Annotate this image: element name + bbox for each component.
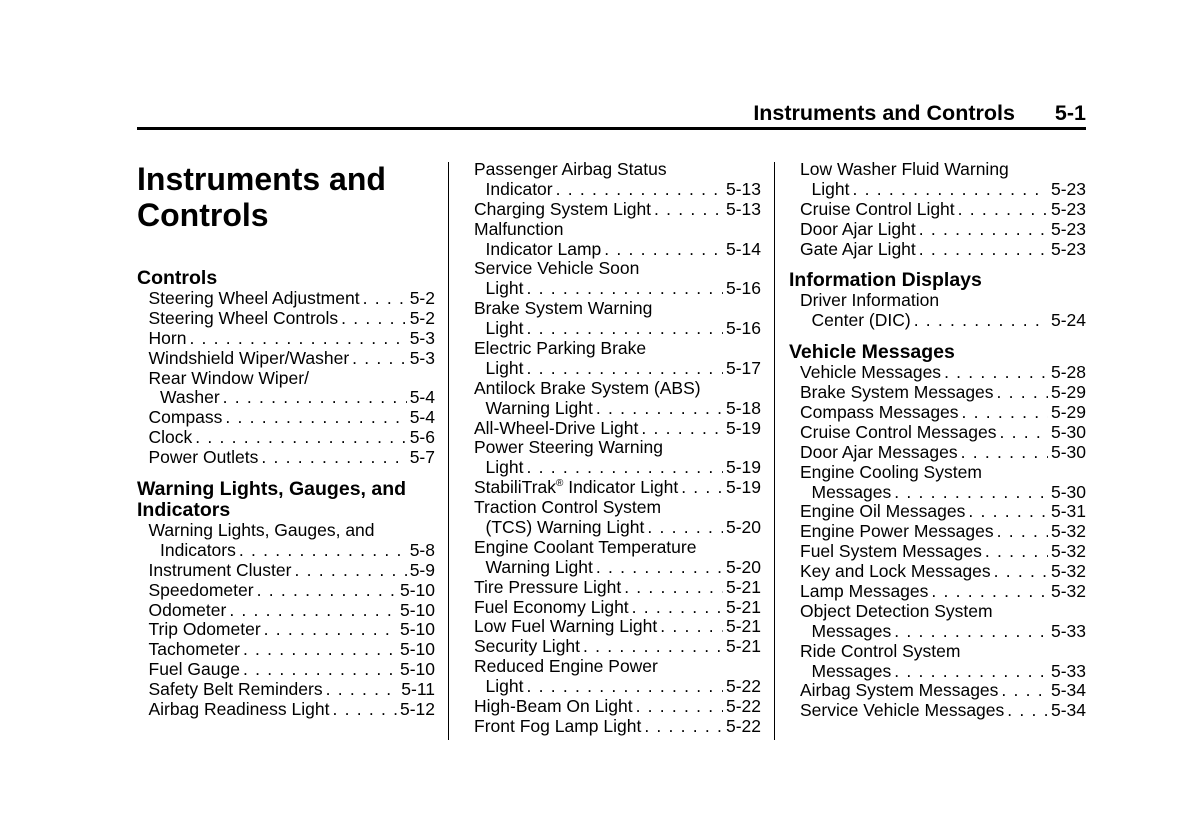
- toc-entry[interactable]: Airbag System Messages . . . 5-34: [800, 681, 1086, 701]
- toc-entry-line[interactable]: Brake System Warning: [474, 299, 653, 319]
- toc-entry[interactable]: Front Fog Lamp Light . . . 5-22: [474, 717, 761, 737]
- toc-entry[interactable]: Service Vehicle Messages . . . 5-34: [800, 701, 1086, 721]
- toc-entry[interactable]: Airbag Readiness Light . . . 5-12: [137, 700, 435, 720]
- registered-mark: ®: [556, 478, 564, 490]
- toc-entry[interactable]: Light . . . 5-16: [474, 319, 761, 339]
- toc-entry[interactable]: Warning Light . . . 5-20: [474, 558, 761, 578]
- running-header: [137, 101, 1086, 126]
- toc-entry[interactable]: Engine Oil Messages . . . 5-31: [800, 502, 1086, 522]
- toc-entry[interactable]: Clock . . . 5-6: [137, 428, 435, 448]
- toc-entry[interactable]: Light . . . 5-23: [800, 180, 1086, 200]
- toc-entry[interactable]: Indicator . . . 5-13: [474, 180, 761, 200]
- toc-entry-line[interactable]: Malfunction: [474, 219, 564, 239]
- toc-entry[interactable]: Speedometer . . . 5-10: [137, 581, 435, 601]
- toc-entry[interactable]: Fuel Gauge . . . 5-10: [137, 660, 435, 680]
- toc-entry[interactable]: Cruise Control Messages . . . 5-30: [800, 423, 1086, 443]
- toc-entry[interactable]: Light . . . 5-22: [474, 677, 761, 697]
- chapter-title-line: Controls: [137, 197, 269, 233]
- toc-entry[interactable]: StabiliTrak® Indicator Light . . . 5-19: [474, 478, 761, 498]
- toc-entry[interactable]: Low Fuel Warning Light . . . 5-21: [474, 617, 761, 637]
- toc-entry[interactable]: Tire Pressure Light . . . 5-21: [474, 578, 761, 598]
- toc-entry[interactable]: Brake System Messages . . . 5-29: [800, 383, 1086, 403]
- header-rule: [137, 127, 1086, 130]
- chapter-title: [137, 161, 435, 233]
- toc-entry-line[interactable]: Antilock Brake System (ABS): [474, 378, 701, 398]
- toc-entry[interactable]: Trip Odometer . . . 5-10: [137, 620, 435, 640]
- column-divider: [448, 162, 449, 740]
- toc-entry-line[interactable]: Service Vehicle Soon: [474, 259, 640, 279]
- toc-entry[interactable]: Windshield Wiper/Washer . . . 5-3: [137, 349, 435, 369]
- toc-entry[interactable]: Compass Messages . . . 5-29: [800, 403, 1086, 423]
- page-number: 5-1: [1054, 101, 1086, 125]
- toc-entry[interactable]: Fuel System Messages . . . 5-32: [800, 542, 1086, 562]
- toc-entry-line[interactable]: Electric Parking Brake: [474, 339, 647, 359]
- toc-entry-line[interactable]: Reduced Engine Power: [474, 657, 658, 677]
- toc-entry[interactable]: Gate Ajar Light . . . 5-23: [800, 240, 1086, 260]
- toc-entry[interactable]: Security Light . . . 5-21: [474, 637, 761, 657]
- toc-entry[interactable]: Light . . . 5-19: [474, 458, 761, 478]
- toc-entry[interactable]: Messages . . . 5-33: [800, 622, 1086, 642]
- toc-entry[interactable]: Door Ajar Messages . . . 5-30: [800, 443, 1086, 463]
- toc-entry[interactable]: (TCS) Warning Light . . . 5-20: [474, 518, 761, 538]
- toc-entry[interactable]: Compass . . . 5-4: [137, 408, 435, 428]
- toc-entry[interactable]: Horn . . . 5-3: [137, 329, 435, 349]
- toc-entry[interactable]: Messages . . . 5-33: [800, 662, 1086, 682]
- toc-entry[interactable]: Indicator Lamp . . . 5-14: [474, 240, 761, 260]
- toc-entry[interactable]: Tachometer . . . 5-10: [137, 640, 435, 660]
- toc-entry[interactable]: Key and Lock Messages . . . 5-32: [800, 562, 1086, 582]
- toc-entry[interactable]: Odometer . . . 5-10: [137, 601, 435, 621]
- toc-entry[interactable]: Indicators . . . 5-8: [137, 541, 435, 561]
- toc-entry[interactable]: Messages . . . 5-30: [800, 483, 1086, 503]
- toc-entry[interactable]: Lamp Messages . . . 5-32: [800, 582, 1086, 602]
- toc-entry-line[interactable]: Passenger Airbag Status: [474, 160, 667, 179]
- toc-entry[interactable]: Fuel Economy Light . . . 5-21: [474, 598, 761, 618]
- toc-entry[interactable]: All-Wheel-Drive Light . . . 5-19: [474, 419, 761, 439]
- section-heading-vehicle-messages: Vehicle Messages: [789, 341, 955, 364]
- toc-entry-line[interactable]: Traction Control System: [474, 498, 662, 518]
- toc-column-2: [474, 160, 761, 737]
- toc-entry[interactable]: Light . . . 5-17: [474, 359, 761, 379]
- toc-entry[interactable]: Instrument Cluster . . . 5-9: [137, 561, 435, 581]
- toc-entry[interactable]: Safety Belt Reminders . . . 5-11: [137, 680, 435, 700]
- section-heading-controls: Controls: [137, 267, 218, 289]
- section-heading-warning-lights: Indicators: [137, 499, 231, 522]
- toc-entry[interactable]: Light . . . 5-16: [474, 279, 761, 299]
- section-heading-information-displays: Information Displays: [789, 269, 982, 292]
- toc-entry[interactable]: Steering Wheel Adjustment . . . 5-2: [137, 289, 435, 309]
- toc-entry[interactable]: Charging System Light . . . 5-13: [474, 200, 761, 220]
- toc-entry[interactable]: Door Ajar Light . . . 5-23: [800, 220, 1086, 240]
- toc-entry-line[interactable]: Ride Control System: [800, 641, 961, 661]
- toc-entry-line[interactable]: Engine Coolant Temperature: [474, 537, 697, 557]
- column-divider: [774, 162, 775, 740]
- toc-entry[interactable]: Washer . . . 5-4: [137, 388, 435, 408]
- toc-entry[interactable]: Warning Light . . . 5-18: [474, 399, 761, 419]
- toc-entry[interactable]: Steering Wheel Controls . . . 5-2: [137, 309, 435, 329]
- running-header-title: Instruments and Controls: [753, 101, 1015, 125]
- toc-column-3: [789, 160, 1086, 721]
- toc-entry-line[interactable]: Low Washer Fluid Warning: [800, 160, 1009, 179]
- chapter-title-line: Instruments and: [137, 161, 386, 197]
- toc-entry-line[interactable]: Driver Information: [800, 291, 940, 311]
- toc-entry-line[interactable]: Object Detection System: [800, 601, 993, 621]
- toc-entry-line[interactable]: Power Steering Warning: [474, 438, 664, 458]
- toc-column-1: [137, 160, 435, 720]
- toc-entry[interactable]: Vehicle Messages . . . 5-28: [800, 363, 1086, 383]
- toc-entry-line[interactable]: Rear Window Wiper/: [148, 368, 309, 388]
- toc-entry[interactable]: High-Beam On Light . . . 5-22: [474, 697, 761, 717]
- toc-entry[interactable]: Center (DIC) . . . 5-24: [800, 311, 1086, 331]
- toc-entry[interactable]: Power Outlets . . . 5-7: [137, 448, 435, 468]
- toc-entry-line[interactable]: Warning Lights, Gauges, and: [148, 521, 375, 541]
- section-heading-warning-lights: Warning Lights, Gauges, and: [137, 478, 407, 501]
- toc-entry[interactable]: Engine Power Messages . . . 5-32: [800, 522, 1086, 542]
- toc-entry[interactable]: Cruise Control Light . . . 5-23: [800, 200, 1086, 220]
- toc-entry-line[interactable]: Engine Cooling System: [800, 462, 982, 482]
